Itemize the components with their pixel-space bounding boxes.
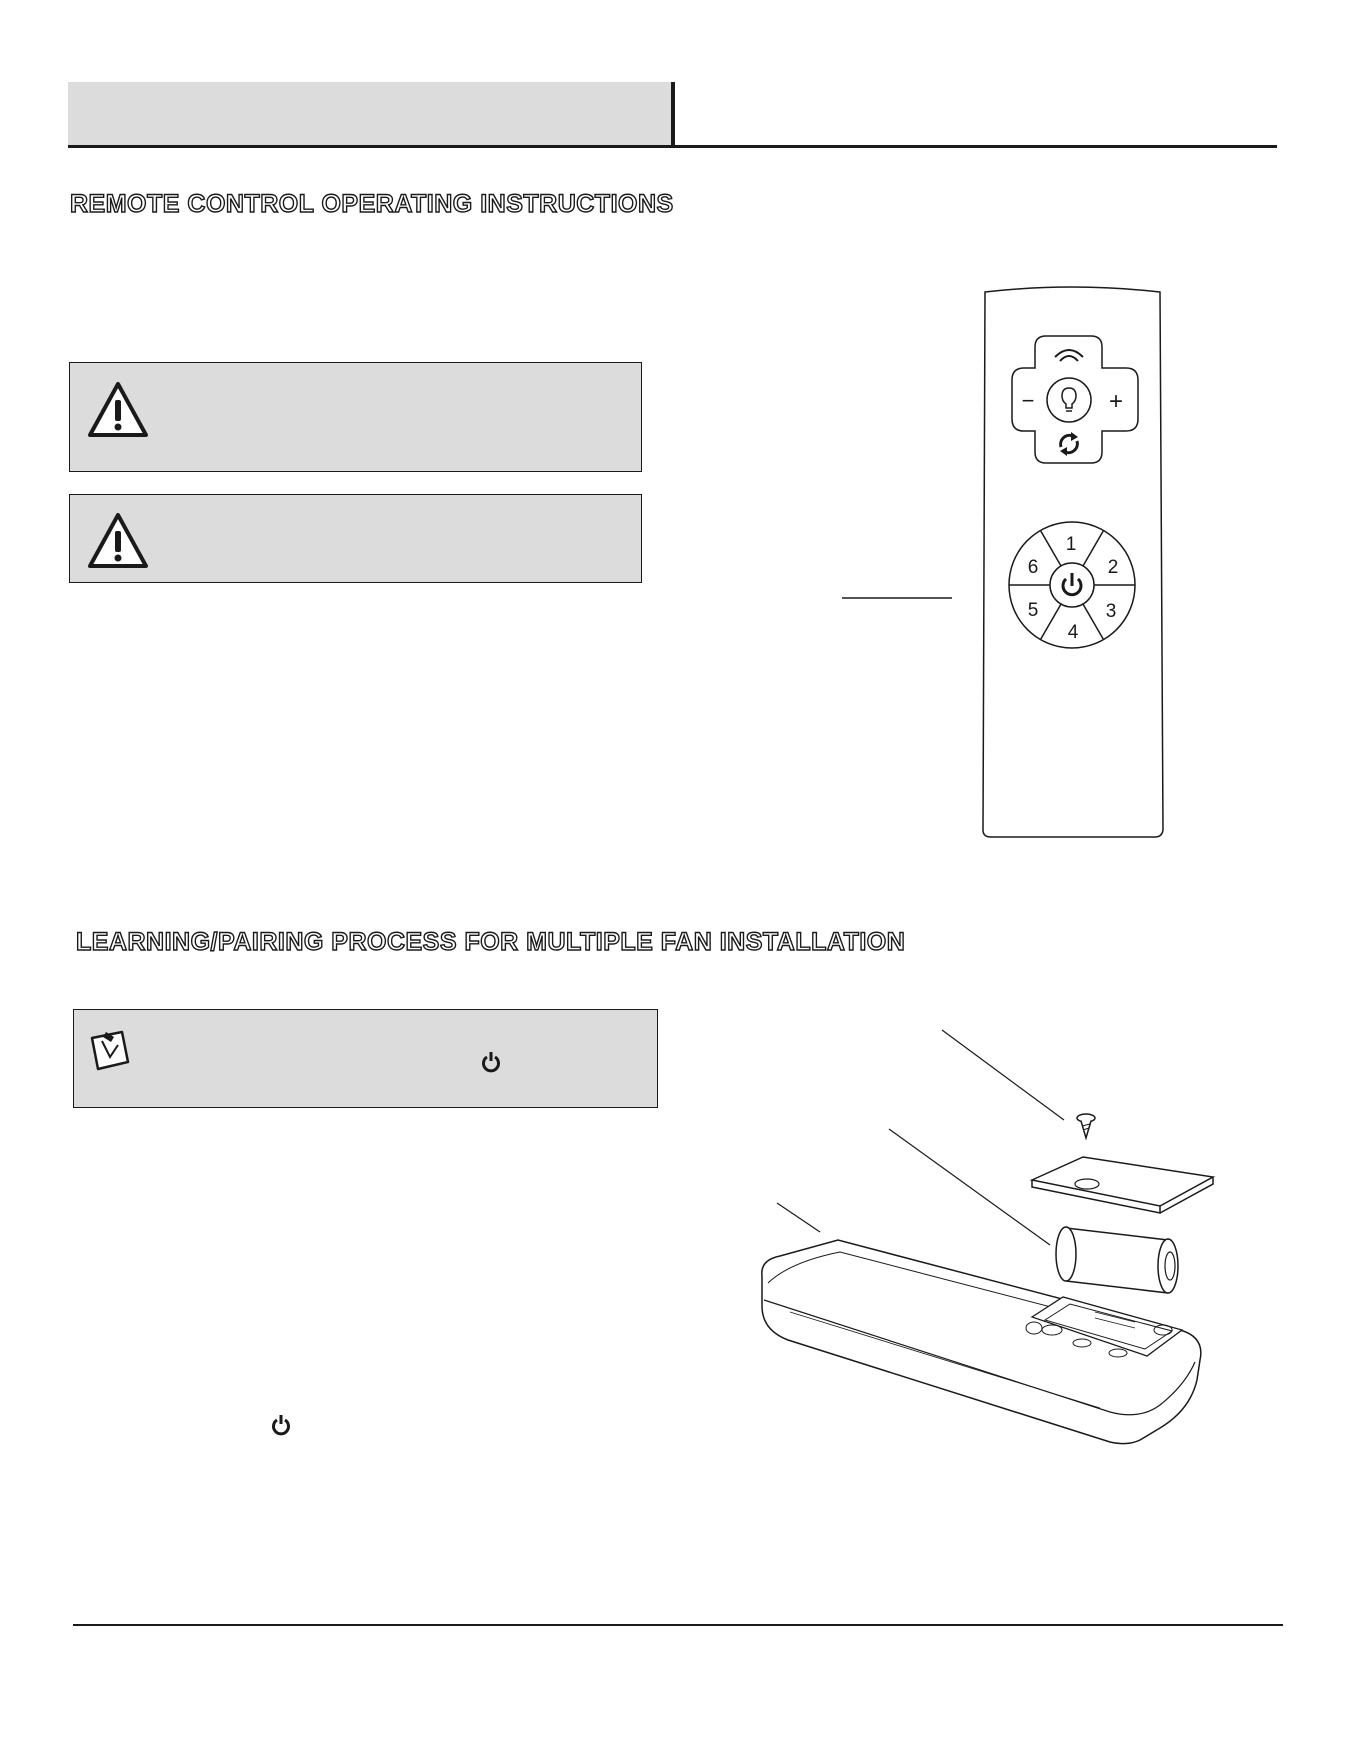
speed-button-6: 6 [1027, 557, 1039, 578]
speed-button-2: 2 [1107, 557, 1119, 578]
battery-cover [1032, 1157, 1213, 1213]
section-title-remote: REMOTE CONTROL OPERATING INSTRUCTIONS [70, 190, 674, 218]
speed-button-1: 1 [1065, 534, 1077, 555]
speed-button-5: 5 [1027, 600, 1039, 621]
section-title-pairing: LEARNING/PAIRING PROCESS FOR MULTIPLE FAN INSTALLATION [76, 928, 906, 956]
minus-label: − [1021, 388, 1035, 413]
plus-label: + [1108, 388, 1124, 415]
speed-button-3: 3 [1105, 601, 1117, 622]
battery [1056, 1227, 1178, 1293]
footer-rule [73, 1624, 1283, 1626]
speed-button-4: 4 [1067, 622, 1079, 643]
screw-icon [1077, 1114, 1095, 1138]
